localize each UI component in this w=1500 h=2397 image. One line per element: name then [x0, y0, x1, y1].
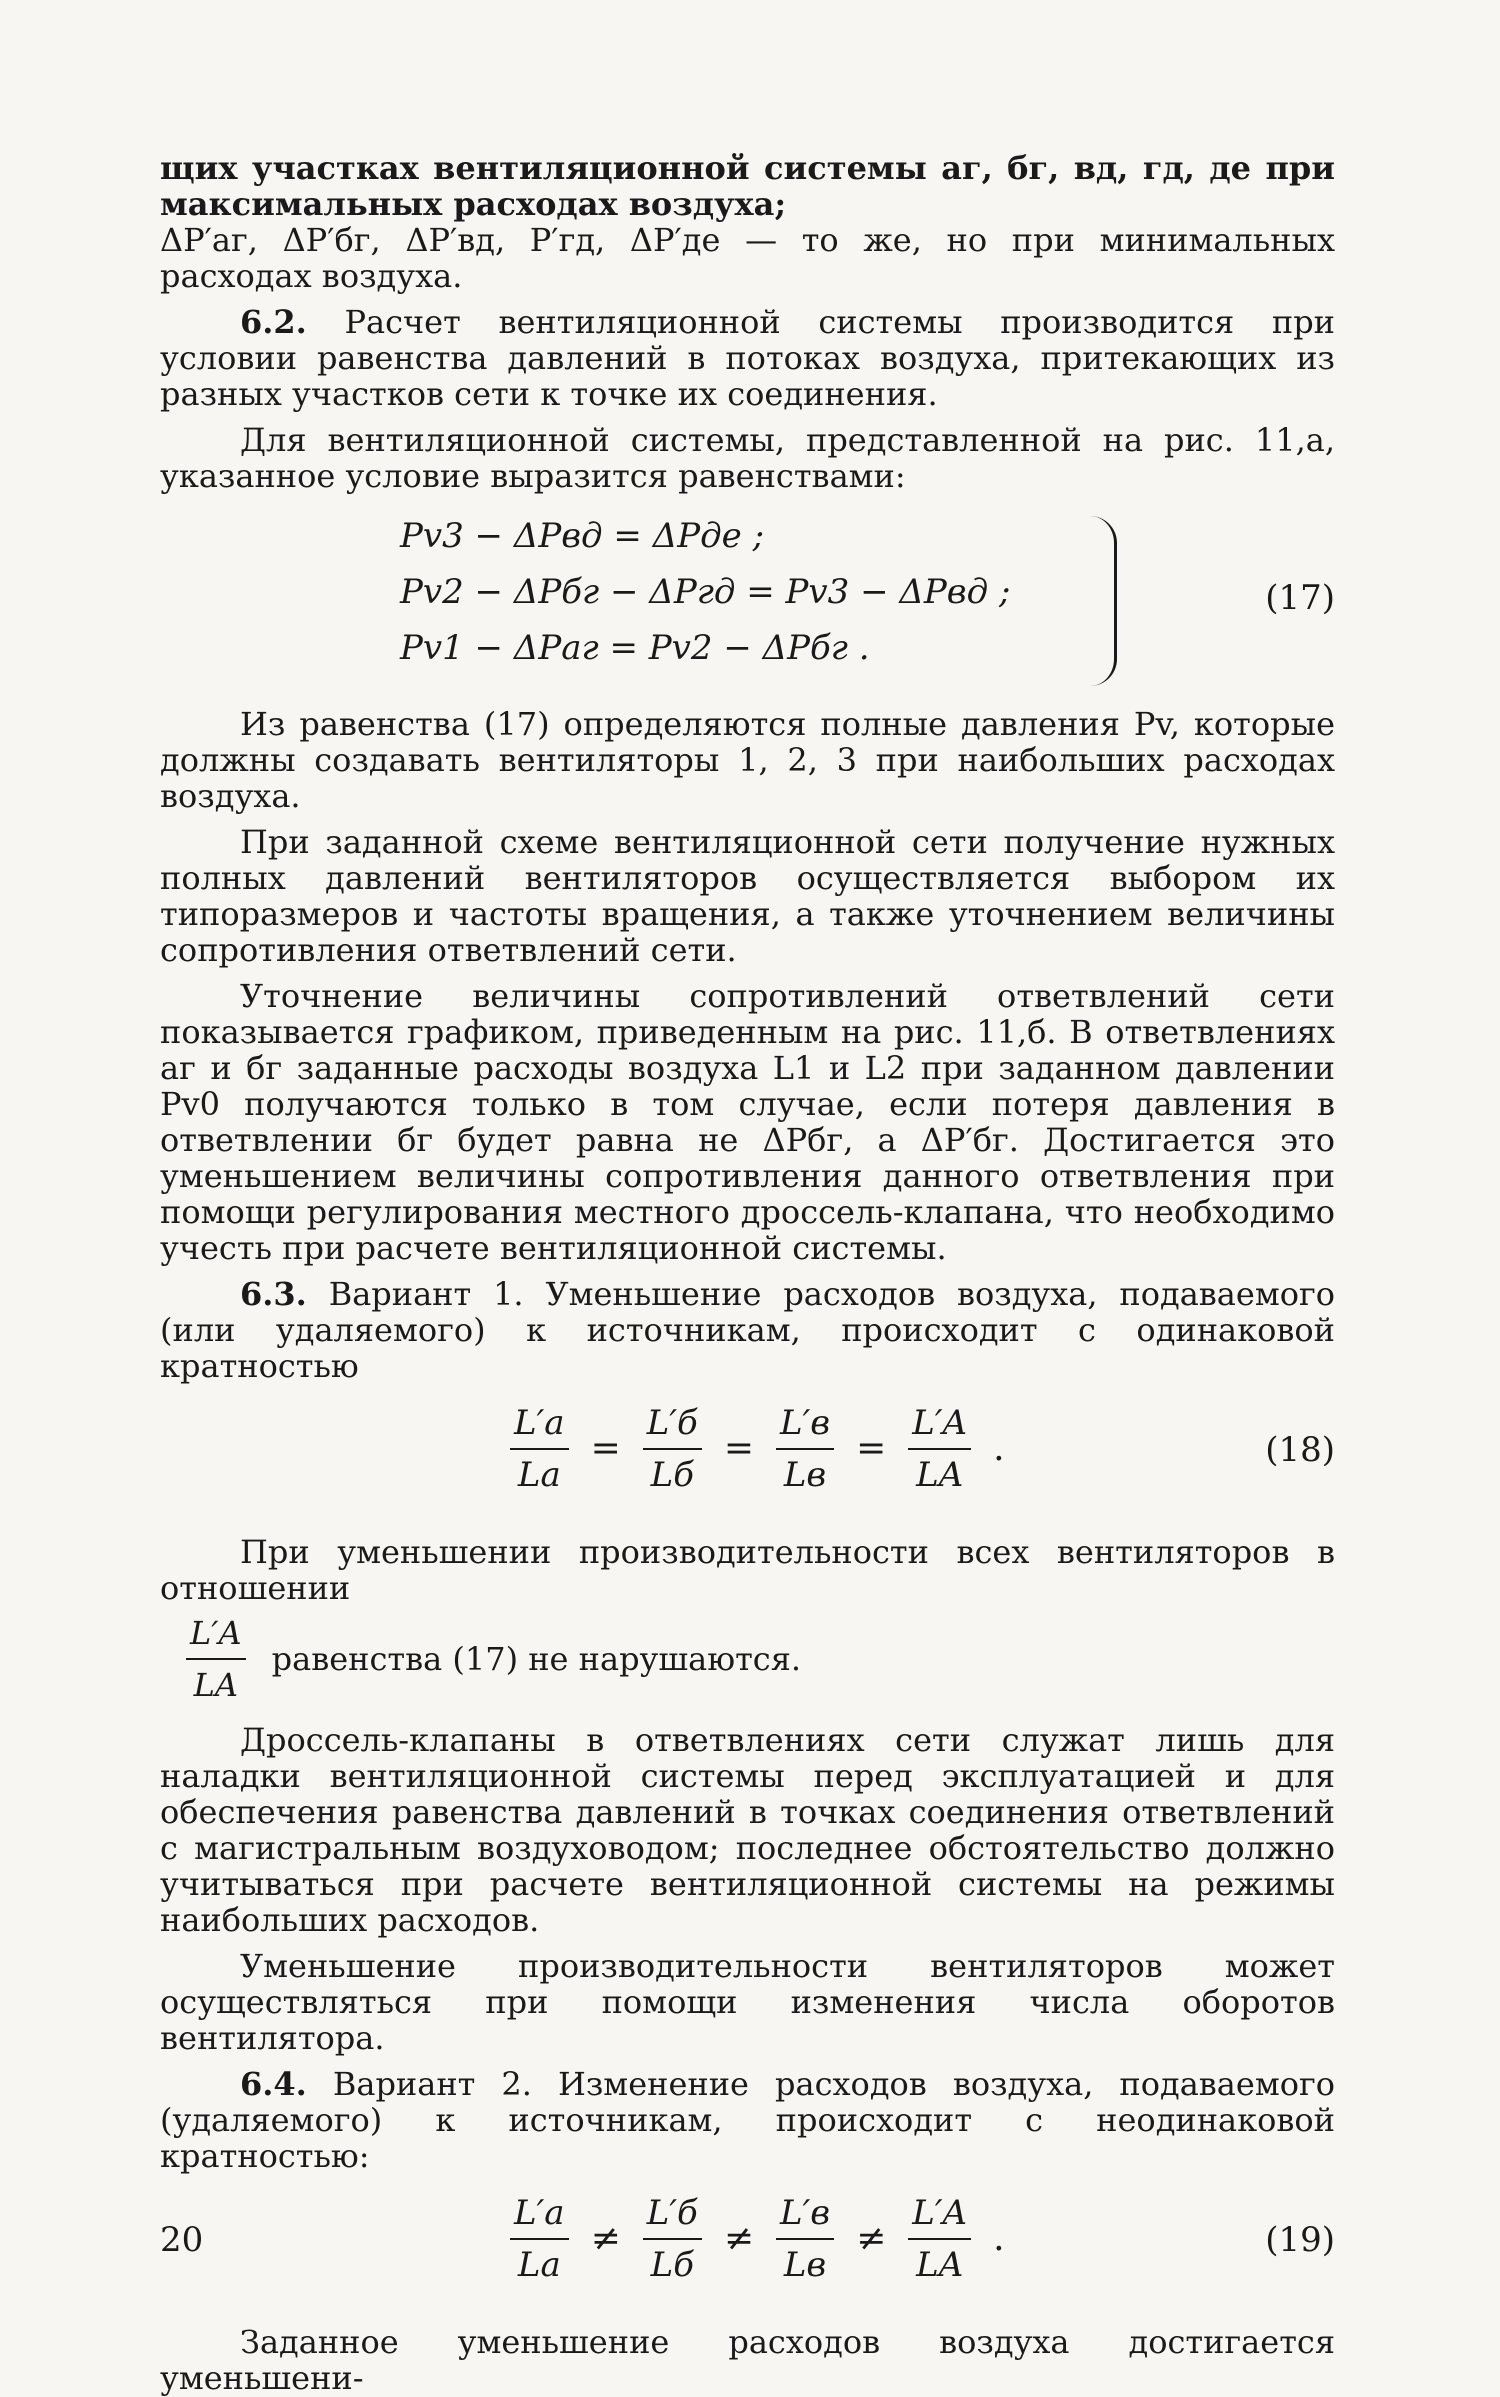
section-number-6-4: 6.4. — [240, 2065, 307, 2103]
paragraph-9-continuation — [160, 1612, 1335, 1706]
equals-sign: = — [723, 1428, 754, 1469]
paragraph-5: Из равенства (17) определяются полные давления Pv, которые должны создавать вентиляторы 1, 2, 3 при наибольших расходах воздуха. — [160, 705, 1335, 815]
fraction-A: $\frac{L'A}{LA}$ — [904, 1402, 975, 1496]
fraction-b: $\frac{L'б}{Lб}$ — [639, 2192, 706, 2286]
fraction-a: $\frac{L'а}{Lа}$ — [506, 2192, 573, 2286]
paragraph-6: При заданной схеме вентиляционной сети получение нужных полных давлений вентиляторов осуществляется выбором их типоразмеров и частоты вращения, а также уточнением величины сопротивления ответвлений сети. — [160, 823, 1335, 969]
right-brace — [1090, 516, 1117, 686]
body-text — [160, 150, 1335, 2396]
equation-17 — [160, 508, 1335, 698]
equation-number-18: (18) — [1265, 1430, 1335, 1470]
paragraph-10: Дроссель-клапаны в ответвлениях сети служат лишь для наладки вентиляционной системы перед эксплуатацией и для обеспечения равенства давлений в точках соединения ответвлений с магистральным воздуховодом; последнее обстоятельство должно учитываться при расчете вентиляционной системы на режимы наибольших расходов. — [160, 1721, 1335, 1939]
equation-19 — [160, 2184, 1335, 2314]
equation-18 — [160, 1394, 1335, 1524]
paragraph-12-text: Вариант 2. Изменение расходов воздуха, подаваемого (удаляемого) к источникам, происходит с неодинаковой кратностью: — [160, 2065, 1336, 2175]
paragraph-4: Для вентиляционной системы, представленной на рис. 11,а, указанное условие выразится равенствами: — [160, 421, 1335, 495]
paragraph-3 — [160, 304, 1335, 412]
equation-line-1: Pv3 − ΔPвд = ΔPде ; — [400, 516, 765, 556]
end-dot: . — [993, 2218, 1005, 2259]
paragraph-2: ΔP′аг, ΔP′бг, ΔP′вд, P′гд, ΔP′де — то же, но при минимальных расходах воздуха. — [160, 221, 1335, 295]
equation-number-17: (17) — [1265, 578, 1335, 618]
fraction-a: $\frac{L'а}{Lа}$ — [506, 1402, 573, 1496]
equation-number-19: (19) — [1265, 2220, 1335, 2260]
fraction-A: $\frac{L'A}{LA}$ — [904, 2192, 975, 2286]
paragraph-13: Заданное уменьшение расходов воздуха достигается уменьшени- — [160, 2323, 1335, 2397]
paragraph-9: При уменьшении производительности всех вентиляторов в отношении — [160, 1533, 1335, 1607]
section-number-6-3: 6.3. — [240, 1275, 307, 1313]
paragraph-8 — [160, 1276, 1335, 1384]
paragraph-7: Уточнение величины сопротивлений ответвлений сети показывается графиком, приведенным на рис. 11,б. В ответвлениях аг и бг заданные расходы воздуха L1 и L2 при заданном давлении Pv0 получаются только в том случае, если потеря давления в ответвлении бг будет равна не ΔPбг, а ΔP′бг. Достигается это уменьшением величины сопротивления данного ответвления при помощи регулирования местного дроссель-клапана, что необходимо учесть при расчете вентиляционной системы. — [160, 977, 1335, 1267]
paragraph-3-text: Расчет вентиляционной системы производится при условии равенства давлений в потоках воздуха, притекающих из разных участков сети к точке их соединения. — [160, 303, 1336, 413]
equation-line-2: Pv2 − ΔPбг − ΔPгд = Pv3 − ΔPвд ; — [400, 572, 1011, 612]
equation-system — [400, 508, 1050, 676]
not-equal-sign: ≠ — [590, 2218, 621, 2259]
ratio-fraction: $\frac{L'A}{LA}$ — [182, 1612, 250, 1706]
not-equal-sign: ≠ — [856, 2218, 887, 2259]
paragraph-1: щих участках вентиляционной системы аг, бг, вд, гд, де при максимальных расходах воздуха; — [160, 149, 1335, 223]
equals-sign: = — [856, 1428, 887, 1469]
fraction-v: $\frac{L'в}{Lв}$ — [772, 1402, 838, 1496]
equals-sign: = — [590, 1428, 621, 1469]
section-number-6-2: 6.2. — [240, 303, 307, 341]
paragraph-9-tail: равенства (17) не нарушаются. — [271, 1640, 802, 1678]
page-number: 20 — [160, 2220, 204, 2260]
equation-19-fractions — [500, 2192, 1017, 2286]
fraction-v: $\frac{L'в}{Lв}$ — [772, 2192, 838, 2286]
paragraph-8-text: Вариант 1. Уменьшение расходов воздуха, подаваемого (или удаляемого) к источникам, происходит с одинаковой кратностью — [160, 1275, 1336, 1385]
equation-18-fractions — [500, 1402, 1017, 1496]
end-dot: . — [993, 1428, 1005, 1469]
equation-line-3: Pv1 − ΔPаг = Pv2 − ΔPбг . — [400, 628, 870, 668]
not-equal-sign: ≠ — [723, 2218, 754, 2259]
fraction-b: $\frac{L'б}{Lб}$ — [639, 1402, 706, 1496]
paragraph-11: Уменьшение производительности вентиляторов может осуществляться при помощи изменения числа оборотов вентилятора. — [160, 1947, 1335, 2057]
paragraph-12 — [160, 2066, 1335, 2174]
